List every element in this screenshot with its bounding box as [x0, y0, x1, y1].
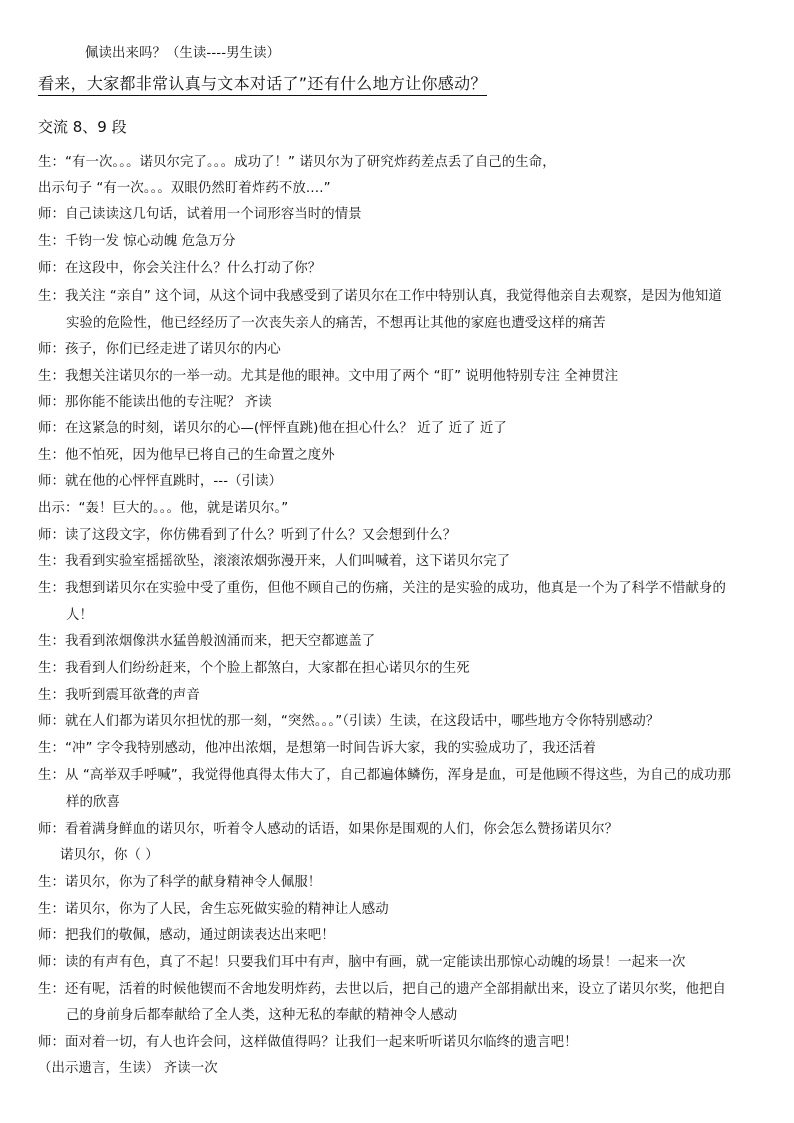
text-line: 生：我看到人们纷纷赶来，个个脸上都煞白，大家都在担心诺贝尔的生死	[38, 661, 470, 676]
text-line: 师：读了这段文字，你仿佛看到了什么？听到了什么？又会想到什么？	[38, 528, 457, 543]
text-line: 生：从 “高举双手呼喊”，我觉得他真得太伟大了，自己都遍体鳞伤，浑身是血，可是他顾不得这些，为自己的成功那	[38, 768, 731, 783]
text-line: 生：我关注 “亲自” 这个词，从这个词中我感受到了诺贝尔在工作中特别认真，我觉得他亲自去观察，是因为他知道	[38, 289, 722, 304]
text-line: 人！	[66, 608, 93, 623]
text-line: 生：我看到实验室摇摇欲坠，滚滚浓烟弥漫开来，人们叫喊着，这下诺贝尔完了	[38, 554, 511, 569]
text-line: （出示遗言，生读） 齐读一次	[38, 1061, 218, 1076]
text-line: 生：我看到浓烟像洪水猛兽般汹涌而来，把天空都遮盖了	[38, 634, 376, 649]
text-line: 生：我想到诺贝尔在实验中受了重伤，但他不顾自己的伤痛，关注的是实验的成功，他真是一个为了科学不惜献身的	[38, 581, 727, 596]
text-line: 出示句子 “有一次。。。双眼仍然盯着炸药不放….”	[38, 181, 331, 196]
section-subheading: 交流 8、9 段	[38, 118, 127, 136]
text-line: 生：千钧一发 惊心动魄 危急万分	[38, 234, 236, 249]
text-line: 生：还有呢，活着的时候他锲而不舍地发明炸药，去世以后，把自己的遗产全部捐献出来，设立了诺贝尔奖，他把自	[38, 982, 727, 997]
text-line: 师：在这紧急的时刻，诺贝尔的心—(怦怦直跳)他在担心什么？ 近了 近了 近了	[38, 421, 507, 436]
text-line: 出示：“轰！巨大的。。。他，就是诺贝尔。”	[38, 501, 289, 516]
text-line: 样的欣喜	[66, 795, 120, 810]
heading-text: 看来，大家都非常认真与文本对话了”还有什么地方让你感动？	[38, 74, 487, 96]
text-line: 佩读出来吗？（生读----男生读）	[85, 46, 281, 61]
text-line: 生：我听到震耳欲聋的声音	[38, 688, 200, 703]
text-line: 师：就在人们都为诺贝尔担忧的那一刻，“突然。。。”（引读）生读，在这段话中，哪些地方令你特别感动？	[38, 714, 660, 729]
text-line: 师：就在他的心怦怦直跳时，---（引读）	[38, 474, 283, 489]
text-line: 师：把我们的敬佩，感动，通过朗读表达出来吧！	[38, 928, 335, 943]
text-line: 生：“冲” 字令我特别感动，他冲出浓烟，是想第一时间告诉大家，我的实验成功了，我还活着	[38, 741, 597, 756]
text-line: 师：面对着一切，有人也许会问，这样做值得吗？让我们一起来听听诺贝尔临终的遗言吧！	[38, 1035, 578, 1050]
text-line: 师：那你能不能读出他的专注呢？ 齐读	[38, 395, 272, 410]
text-line: 己的身前身后都奉献给了全人类，这种无私的奉献的精神令人感动	[66, 1008, 458, 1023]
text-line: 师：看着满身鲜血的诺贝尔，听着令人感动的话语，如果你是围观的人们，你会怎么赞扬诺贝尔？	[38, 822, 619, 837]
text-line: 师：自己读读这几句话，试着用一个词形容当时的情景	[38, 207, 362, 222]
text-line: 生：“有一次。。。诺贝尔完了。。。成功了！” 诺贝尔为了研究炸药差点丢了自己的生命，	[38, 155, 556, 170]
text-line: 生：诺贝尔，你为了科学的献身精神令人佩服！	[38, 875, 322, 890]
section-heading	[38, 74, 487, 94]
text-line: 生：诺贝尔，你为了人民，舍生忘死做实验的精神让人感动	[38, 902, 389, 917]
text-line: 诺贝尔，你（ ）	[60, 848, 159, 863]
text-line: 生：他不怕死，因为他早已将自己的生命置之度外	[38, 448, 335, 463]
text-line: 生：我想关注诺贝尔的一举一动。尤其是他的眼神。文中用了两个 “盯” 说明他特别专注 全神贯注	[38, 369, 619, 384]
text-line: 师：孩子，你们已经走进了诺贝尔的内心	[38, 342, 281, 357]
text-line: 师：在这段中，你会关注什么？什么打动了你？	[38, 261, 322, 276]
text-line: 师：读的有声有色，真了不起！只要我们耳中有声，脑中有画，就一定能读出那惊心动魄的场景！一起来一次	[38, 955, 686, 970]
text-line: 实验的危险性，他已经经历了一次丧失亲人的痛苦，不想再让其他的家庭也遭受这样的痛苦	[66, 316, 606, 331]
